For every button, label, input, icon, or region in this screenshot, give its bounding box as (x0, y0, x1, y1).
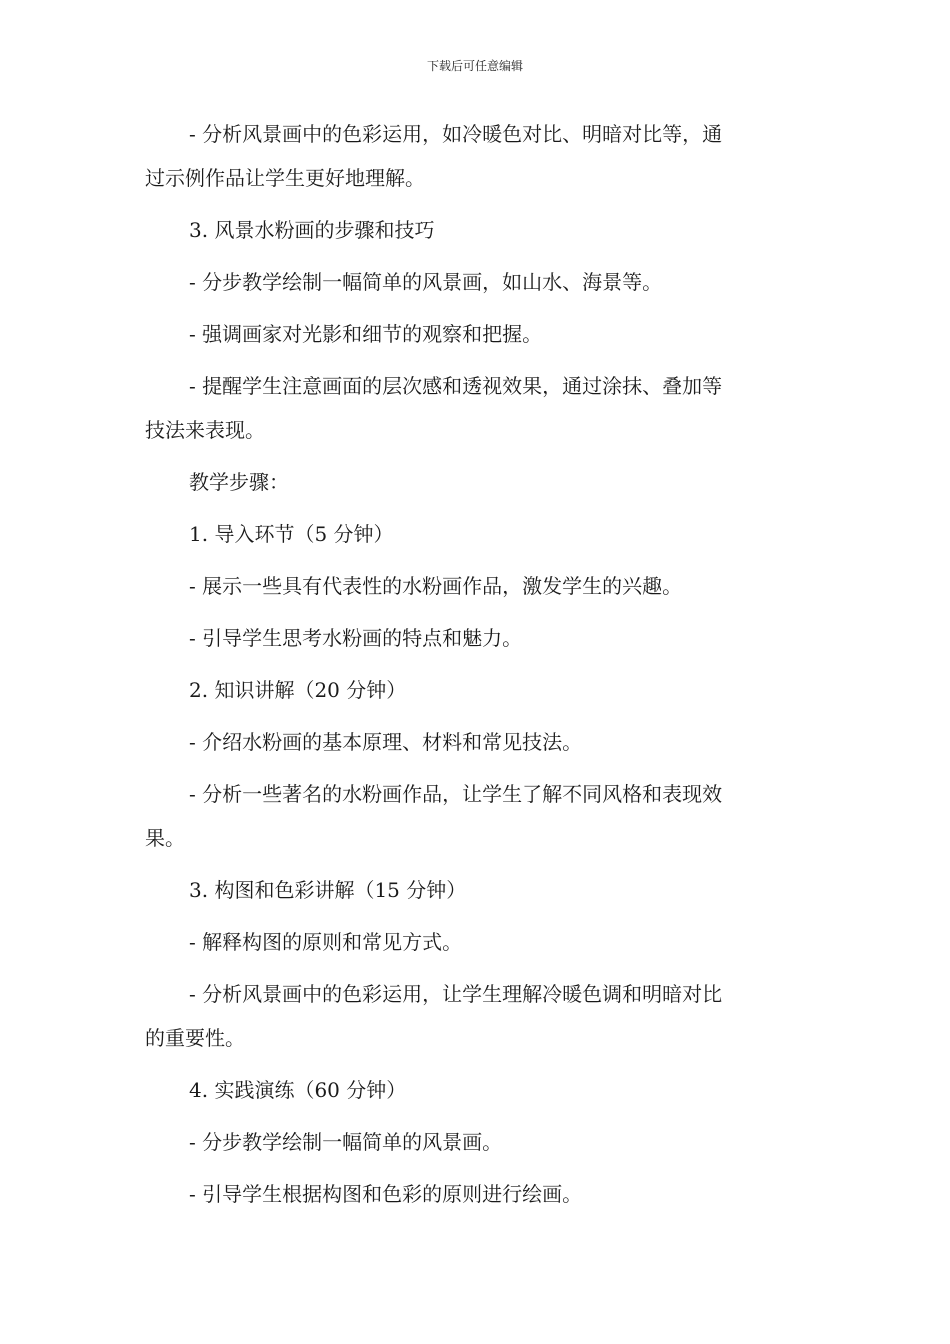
paragraph: - 解释构图的原则和常见方式。 (189, 930, 463, 954)
paragraph: - 展示一些具有代表性的水粉画作品，激发学生的兴趣。 (189, 574, 683, 598)
section-heading: 教学步骤： (189, 470, 289, 494)
paragraph (145, 772, 795, 860)
text-line: 过示例作品让学生更好地理解。 (145, 166, 425, 190)
section-heading: 3. 风景水粉画的步骤和技巧 (189, 218, 435, 242)
paragraph: - 引导学生根据构图和色彩的原则进行绘画。 (189, 1182, 583, 1206)
text-line: - 分析风景画中的色彩运用，如冷暖色对比、明暗对比等，通 (189, 122, 723, 146)
step-heading: 3. 构图和色彩讲解（15 分钟） (189, 878, 467, 902)
step-heading: 4. 实践演练（60 分钟） (189, 1078, 407, 1102)
document-body (145, 112, 795, 1216)
page-header: 下载后可任意编辑 (426, 59, 523, 73)
step-heading: 1. 导入环节（5 分钟） (189, 522, 394, 546)
paragraph: - 分步教学绘制一幅简单的风景画，如山水、海景等。 (189, 270, 663, 294)
paragraph: - 引导学生思考水粉画的特点和魅力。 (189, 626, 523, 650)
text-line: - 分析一些著名的水粉画作品，让学生了解不同风格和表现效 (189, 782, 723, 806)
text-line: - 提醒学生注意画面的层次感和透视效果，通过涂抹、叠加等 (189, 374, 723, 398)
text-line: 技法来表现。 (145, 418, 265, 442)
paragraph: - 分步教学绘制一幅简单的风景画。 (189, 1130, 503, 1154)
paragraph: - 介绍水粉画的基本原理、材料和常见技法。 (189, 730, 583, 754)
paragraph: - 强调画家对光影和细节的观察和把握。 (189, 322, 543, 346)
text-line: 的重要性。 (145, 1026, 245, 1050)
text-line: 果。 (145, 826, 185, 850)
paragraph (145, 972, 795, 1060)
paragraph (145, 364, 795, 452)
text-line: - 分析风景画中的色彩运用，让学生理解冷暖色调和明暗对比 (189, 982, 723, 1006)
paragraph (145, 112, 795, 200)
step-heading: 2. 知识讲解（20 分钟） (189, 678, 407, 702)
